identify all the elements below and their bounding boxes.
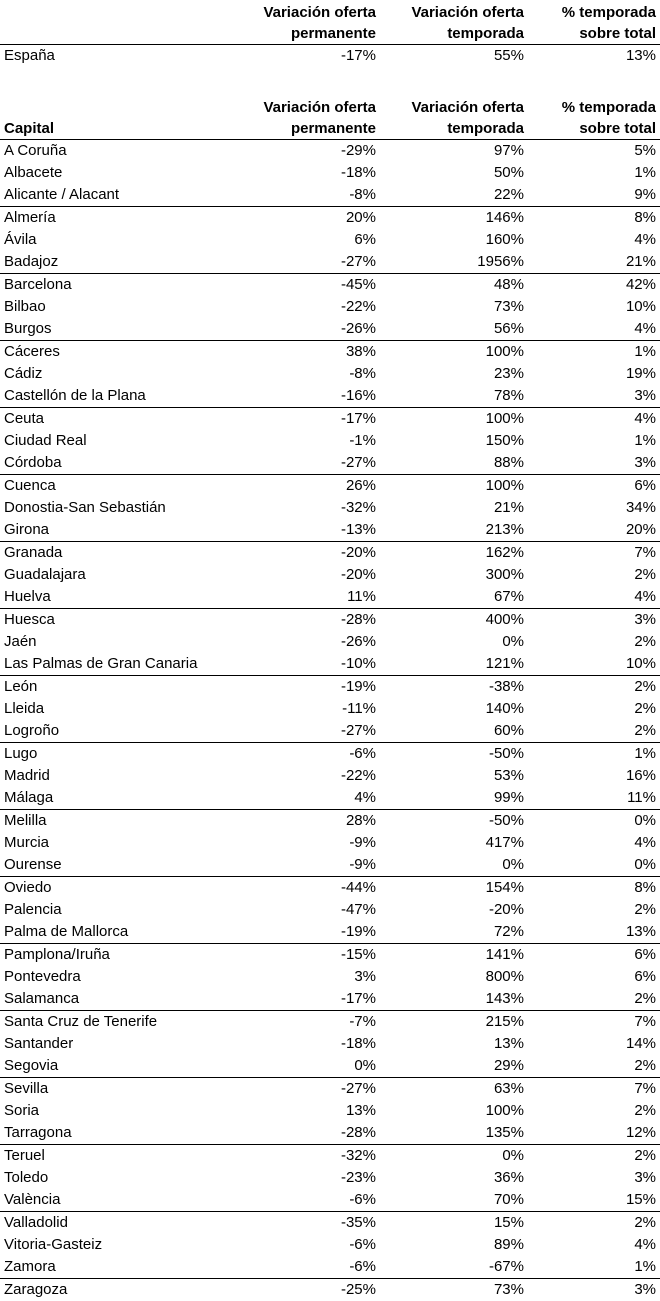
row-name: Cáceres [0,341,230,364]
table-row [0,363,660,385]
row-perm: -19% [230,676,380,699]
row-perm: -27% [230,1078,380,1101]
row-perm: -35% [230,1212,380,1235]
row-temp: 0% [380,631,528,653]
row-name: Santander [0,1033,230,1055]
row-name: Burgos [0,318,230,341]
row-name: Lugo [0,743,230,766]
row-perm: -32% [230,1145,380,1168]
row-temp: 1956% [380,251,528,274]
row-pct: 10% [528,653,660,676]
row-name: Ávila [0,229,230,251]
row-name: Murcia [0,832,230,854]
table-row [0,1011,660,1034]
table-row [0,1033,660,1055]
table-row [0,229,660,251]
table-row [0,1167,660,1189]
row-name: Huelva [0,586,230,609]
row-temp: -50% [380,810,528,833]
row-pct: 4% [528,1234,660,1256]
table-row [0,966,660,988]
row-temp: 154% [380,877,528,900]
row-name: Almería [0,207,230,230]
row-pct: 3% [528,609,660,632]
row-name: Segovia [0,1055,230,1078]
row-name: Guadalajara [0,564,230,586]
row-perm: -22% [230,296,380,318]
table-row [0,296,660,318]
row-pct: 2% [528,698,660,720]
row-name: Albacete [0,162,230,184]
row-temp: 21% [380,497,528,519]
row-perm: -19% [230,921,380,944]
row-name: Cuenca [0,475,230,498]
row-name: València [0,1189,230,1212]
table-row [0,743,660,766]
row-temp: 143% [380,988,528,1011]
table-row [0,988,660,1011]
row-perm: -26% [230,318,380,341]
table-row [0,832,660,854]
row-temp: 146% [380,207,528,230]
table-row [0,653,660,676]
row-name: Cádiz [0,363,230,385]
row-pct: 13% [528,921,660,944]
row-perm: -9% [230,832,380,854]
capital-rows [0,140,660,1301]
row-perm: -26% [230,631,380,653]
row-name: Alicante / Alacant [0,184,230,207]
table-row [0,1256,660,1279]
row-perm: -6% [230,1256,380,1279]
row-temp: 15% [380,1212,528,1235]
row-pct: 3% [528,452,660,475]
row-pct: 2% [528,631,660,653]
row-pct: 6% [528,944,660,967]
table-row [0,1145,660,1168]
table-row [0,1078,660,1101]
row-name: Córdoba [0,452,230,475]
row-temp: 48% [380,274,528,297]
row-temp: 89% [380,1234,528,1256]
table-row [0,475,660,498]
row-temp: 121% [380,653,528,676]
row-perm: -25% [230,1279,380,1301]
row-pct: 3% [528,385,660,408]
table-row [0,1055,660,1078]
header-perm: Variación oferta permanente [230,0,380,45]
row-name: Pamplona/Iruña [0,944,230,967]
row-temp: 215% [380,1011,528,1034]
row-perm: -6% [230,1189,380,1212]
row-pct: 10% [528,296,660,318]
table-row [0,1212,660,1235]
row-perm: 13% [230,1100,380,1122]
row-temp: 0% [380,854,528,877]
row-pct: 4% [528,408,660,431]
row-perm: -13% [230,519,380,542]
row-pct: 1% [528,430,660,452]
row-name: Granada [0,542,230,565]
header-row-spain [0,0,660,45]
table-row [0,452,660,475]
row-perm: -15% [230,944,380,967]
row-name: Ourense [0,854,230,877]
row-temp: 140% [380,698,528,720]
row-perm: -29% [230,140,380,163]
row-name: Lleida [0,698,230,720]
header-temp: Variación oferta temporada [380,0,528,45]
table-row [0,810,660,833]
row-pct: 12% [528,1122,660,1145]
row-perm: 4% [230,787,380,810]
spain-temp: 55% [380,45,528,68]
table-row [0,140,660,163]
row-temp: 100% [380,475,528,498]
table-row [0,184,660,207]
row-name: León [0,676,230,699]
row-temp: 63% [380,1078,528,1101]
table-row [0,676,660,699]
row-temp: 22% [380,184,528,207]
row-pct: 0% [528,810,660,833]
row-perm: -16% [230,385,380,408]
table-row [0,631,660,653]
row-name: Oviedo [0,877,230,900]
header-temp-2: Variación oferta temporada [380,95,528,140]
row-temp: 0% [380,1145,528,1168]
row-name: Donostia-San Sebastián [0,497,230,519]
row-temp: -67% [380,1256,528,1279]
table-row [0,1234,660,1256]
table-row [0,408,660,431]
table-row [0,519,660,542]
row-pct: 42% [528,274,660,297]
row-temp: -38% [380,676,528,699]
row-perm: -18% [230,1033,380,1055]
row-temp: 50% [380,162,528,184]
row-perm: -6% [230,743,380,766]
row-name: Sevilla [0,1078,230,1101]
row-perm: -17% [230,408,380,431]
row-temp: 800% [380,966,528,988]
table-row [0,341,660,364]
header-capital: Capital [0,95,230,140]
table-row [0,1279,660,1301]
row-name: Vitoria-Gasteiz [0,1234,230,1256]
row-temp: 213% [380,519,528,542]
row-pct: 15% [528,1189,660,1212]
row-name: Bilbao [0,296,230,318]
row-perm: -47% [230,899,380,921]
row-perm: 20% [230,207,380,230]
row-name: Toledo [0,1167,230,1189]
row-pct: 3% [528,1167,660,1189]
row-temp: -20% [380,899,528,921]
row-temp: 70% [380,1189,528,1212]
row-pct: 16% [528,765,660,787]
row-pct: 6% [528,475,660,498]
row-pct: 2% [528,1055,660,1078]
row-perm: -11% [230,698,380,720]
row-pct: 6% [528,966,660,988]
row-temp: 72% [380,921,528,944]
row-pct: 20% [528,519,660,542]
row-temp: 53% [380,765,528,787]
row-temp: 99% [380,787,528,810]
table-row [0,720,660,743]
table-row [0,921,660,944]
table-row [0,1122,660,1145]
row-perm: 6% [230,229,380,251]
row-temp: 23% [380,363,528,385]
row-temp: 97% [380,140,528,163]
row-name: Ciudad Real [0,430,230,452]
table-row [0,609,660,632]
row-perm: -6% [230,1234,380,1256]
row-pct: 1% [528,341,660,364]
row-name: Madrid [0,765,230,787]
table-row [0,854,660,877]
row-temp: -50% [380,743,528,766]
header-pct-2: % temporada sobre total [528,95,660,140]
table-row [0,385,660,408]
row-name: Zamora [0,1256,230,1279]
row-name: Zaragoza [0,1279,230,1301]
row-temp: 73% [380,296,528,318]
row-perm: 28% [230,810,380,833]
row-name: Badajoz [0,251,230,274]
row-perm: 11% [230,586,380,609]
spain-pct: 13% [528,45,660,68]
table-row [0,1189,660,1212]
row-name: Pontevedra [0,966,230,988]
row-temp: 67% [380,586,528,609]
row-perm: -1% [230,430,380,452]
row-pct: 0% [528,854,660,877]
row-name: Palencia [0,899,230,921]
spain-perm: -17% [230,45,380,68]
row-perm: 3% [230,966,380,988]
row-pct: 4% [528,229,660,251]
row-perm: -20% [230,542,380,565]
row-perm: 38% [230,341,380,364]
table-row [0,877,660,900]
row-temp: 78% [380,385,528,408]
row-name: Valladolid [0,1212,230,1235]
table-row [0,497,660,519]
row-pct: 2% [528,676,660,699]
table-row [0,162,660,184]
row-pct: 14% [528,1033,660,1055]
header-empty [0,0,230,45]
table-row [0,542,660,565]
table-row [0,698,660,720]
row-temp: 162% [380,542,528,565]
row-temp: 417% [380,832,528,854]
header-perm-2: Variación oferta permanente [230,95,380,140]
row-perm: -17% [230,988,380,1011]
row-temp: 100% [380,1100,528,1122]
row-perm: -32% [230,497,380,519]
row-name: Barcelona [0,274,230,297]
row-name: Las Palmas de Gran Canaria [0,653,230,676]
row-temp: 88% [380,452,528,475]
table-row [0,274,660,297]
row-name: Málaga [0,787,230,810]
row-perm: -45% [230,274,380,297]
row-perm: 0% [230,1055,380,1078]
row-pct: 21% [528,251,660,274]
row-pct: 1% [528,743,660,766]
header-pct: % temporada sobre total [528,0,660,45]
table-row [0,944,660,967]
row-pct: 1% [528,162,660,184]
table-row [0,787,660,810]
row-perm: -8% [230,363,380,385]
row-pct: 2% [528,564,660,586]
row-pct: 9% [528,184,660,207]
row-name: Ceuta [0,408,230,431]
table-row [0,251,660,274]
row-pct: 4% [528,832,660,854]
row-name: Melilla [0,810,230,833]
row-name: Logroño [0,720,230,743]
row-name: Castellón de la Plana [0,385,230,408]
row-pct: 4% [528,318,660,341]
table-row [0,899,660,921]
row-temp: 400% [380,609,528,632]
row-perm: -28% [230,609,380,632]
row-pct: 2% [528,720,660,743]
table-row [0,564,660,586]
row-temp: 13% [380,1033,528,1055]
row-name: Soria [0,1100,230,1122]
row-pct: 19% [528,363,660,385]
header-row-capitals [0,95,660,140]
row-pct: 7% [528,1011,660,1034]
row-pct: 2% [528,1100,660,1122]
row-temp: 135% [380,1122,528,1145]
row-temp: 300% [380,564,528,586]
row-pct: 2% [528,1212,660,1235]
row-temp: 73% [380,1279,528,1301]
row-temp: 100% [380,341,528,364]
row-name: Palma de Mallorca [0,921,230,944]
table-row [0,318,660,341]
row-pct: 2% [528,1145,660,1168]
row-pct: 1% [528,1256,660,1279]
row-pct: 34% [528,497,660,519]
row-pct: 7% [528,1078,660,1101]
row-perm: -27% [230,720,380,743]
row-pct: 3% [528,1279,660,1301]
row-pct: 8% [528,877,660,900]
row-name: Salamanca [0,988,230,1011]
row-perm: -7% [230,1011,380,1034]
row-pct: 2% [528,899,660,921]
row-pct: 5% [528,140,660,163]
row-perm: -44% [230,877,380,900]
row-temp: 36% [380,1167,528,1189]
row-temp: 100% [380,408,528,431]
row-perm: -18% [230,162,380,184]
row-pct: 7% [528,542,660,565]
row-temp: 60% [380,720,528,743]
row-perm: -22% [230,765,380,787]
row-perm: 26% [230,475,380,498]
row-pct: 2% [528,988,660,1011]
row-name: A Coruña [0,140,230,163]
row-perm: -10% [230,653,380,676]
row-pct: 8% [528,207,660,230]
row-pct: 11% [528,787,660,810]
row-temp: 29% [380,1055,528,1078]
row-name: Jaén [0,631,230,653]
spain-row [0,45,660,68]
table-row [0,586,660,609]
row-perm: -27% [230,251,380,274]
row-perm: -8% [230,184,380,207]
row-perm: -27% [230,452,380,475]
row-temp: 56% [380,318,528,341]
row-name: Girona [0,519,230,542]
spain-name: España [0,45,230,68]
row-pct: 4% [528,586,660,609]
row-name: Teruel [0,1145,230,1168]
row-temp: 150% [380,430,528,452]
row-perm: -20% [230,564,380,586]
row-perm: -23% [230,1167,380,1189]
row-temp: 141% [380,944,528,967]
row-name: Santa Cruz de Tenerife [0,1011,230,1034]
table-row [0,207,660,230]
row-temp: 160% [380,229,528,251]
row-name: Tarragona [0,1122,230,1145]
row-perm: -9% [230,854,380,877]
table-row [0,765,660,787]
row-perm: -28% [230,1122,380,1145]
row-name: Huesca [0,609,230,632]
table-row [0,1100,660,1122]
table-row [0,430,660,452]
spacer-row [0,67,660,95]
